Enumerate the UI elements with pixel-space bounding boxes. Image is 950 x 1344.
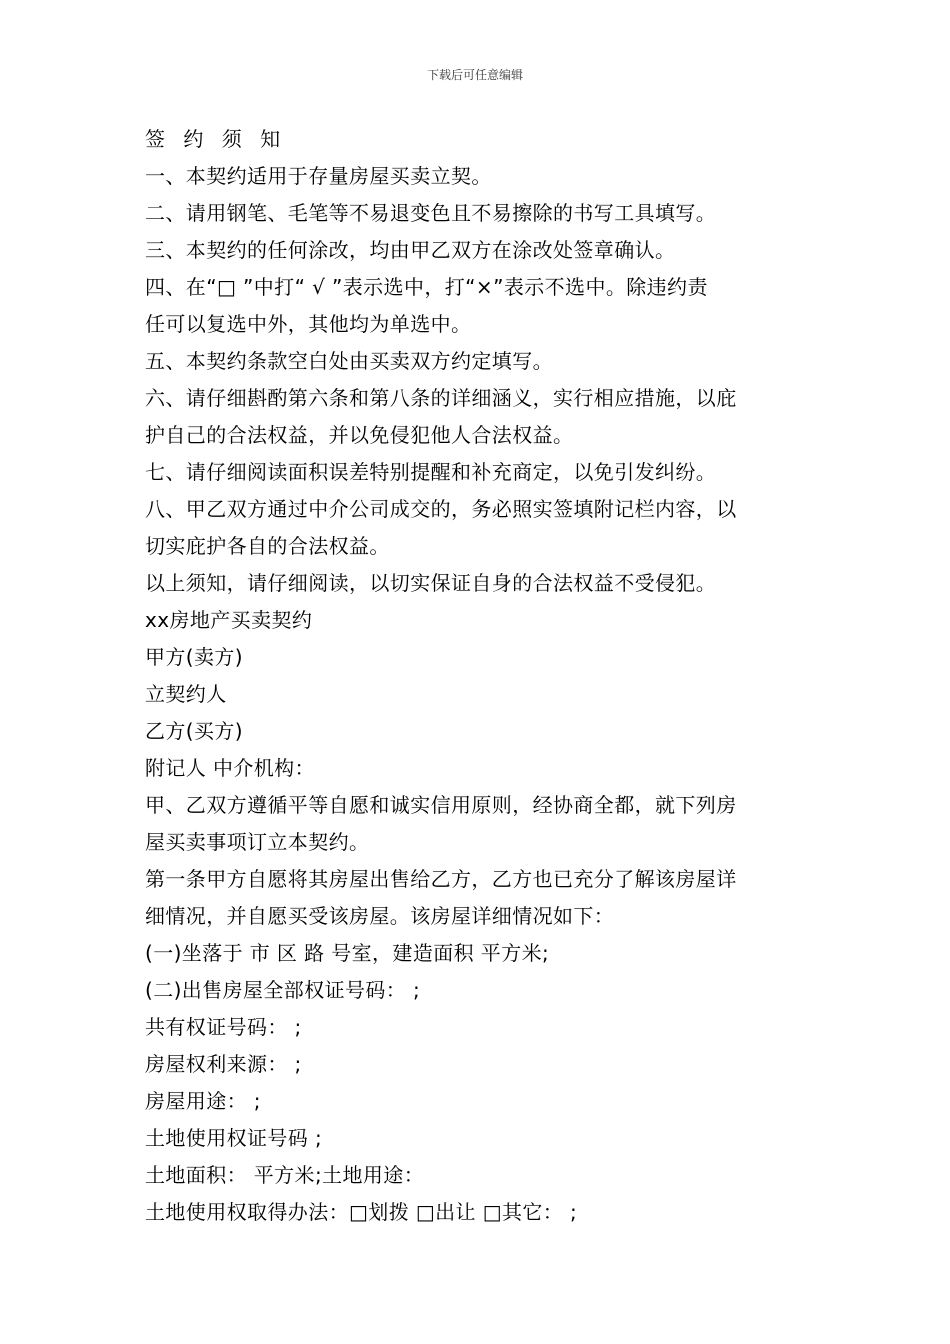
party-b-label: 乙方(买方) bbox=[145, 719, 244, 743]
notice-item-5: 五、本契约条款空白处由买卖双方约定填写。 bbox=[145, 349, 553, 373]
notice-item-8: 八、甲乙双方通过中介公司成交的，务必照实签填附记栏内容，以 bbox=[145, 497, 737, 521]
notice-item-1: 一、本契约适用于存量房屋买卖立契。 bbox=[145, 164, 492, 188]
notice-item-6: 六、请仔细斟酌第六条和第八条的详细涵义，实行相应措施，以庇 bbox=[145, 386, 737, 410]
property-usage: 房屋用途： ; bbox=[145, 1089, 261, 1113]
land-use-cert-number: 土地使用权证号码 ; bbox=[145, 1126, 323, 1150]
land-area-usage: 土地面积： 平方米;土地用途： bbox=[145, 1163, 425, 1187]
preamble: 甲、乙双方遵循平等自愿和诚实信用原则，经协商全都，就下列房 bbox=[145, 793, 737, 817]
agency-label: 附记人 中介机构： bbox=[145, 756, 315, 780]
section-title: 签 约 须 知 bbox=[145, 127, 287, 151]
notice-item-2: 二、请用钢笔、毛笔等不易退变色且不易擦除的书写工具填写。 bbox=[145, 201, 717, 225]
contract-title: xx房地产买卖契约 bbox=[145, 608, 313, 632]
co-ownership-cert-number: 共有权证号码： ; bbox=[145, 1015, 302, 1039]
notice-item-3: 三、本契约的任何涂改，均由甲乙双方在涂改处签章确认。 bbox=[145, 238, 676, 262]
party-a-label: 甲方(卖方) bbox=[145, 645, 244, 669]
preamble-cont: 屋买卖事项订立本契约。 bbox=[145, 830, 370, 854]
notice-item-8-cont: 切实庇护各自的合法权益。 bbox=[145, 534, 390, 558]
document-body bbox=[145, 121, 815, 1231]
property-location: (一)坐落于 市 区 路 号室，建造面积 平方米; bbox=[145, 941, 550, 965]
notice-item-6-cont: 护自己的合法权益，并以免侵犯他人合法权益。 bbox=[145, 423, 574, 447]
article-1-cont: 细情况，并自愿买受该房屋。该房屋详细情况如下： bbox=[145, 904, 615, 928]
notice-item-7: 七、请仔细阅读面积误差特别提醒和补充商定，以免引发纠纷。 bbox=[145, 460, 717, 484]
page-header-note: 下载后可任意编辑 bbox=[426, 68, 523, 82]
ownership-cert-number: (二)出售房屋全部权证号码： ; bbox=[145, 978, 421, 1002]
contract-signer-label: 立契约人 bbox=[145, 682, 227, 706]
notice-item-4: 四、在“□ ”中打“ √ ”表示选中，打“×”表示不选中。除违约责 bbox=[145, 275, 708, 299]
notice-item-4-cont: 任可以复选中外，其他均为单选中。 bbox=[145, 312, 472, 336]
notice-closing: 以上须知，请仔细阅读，以切实保证自身的合法权益不受侵犯。 bbox=[145, 571, 717, 595]
land-acquisition-method: 土地使用权取得办法：□划拨 □出让 □其它： ; bbox=[145, 1200, 578, 1224]
article-1: 第一条甲方自愿将其房屋出售给乙方，乙方也已充分了解该房屋详 bbox=[145, 867, 737, 891]
property-right-source: 房屋权利来源： ; bbox=[145, 1052, 302, 1076]
